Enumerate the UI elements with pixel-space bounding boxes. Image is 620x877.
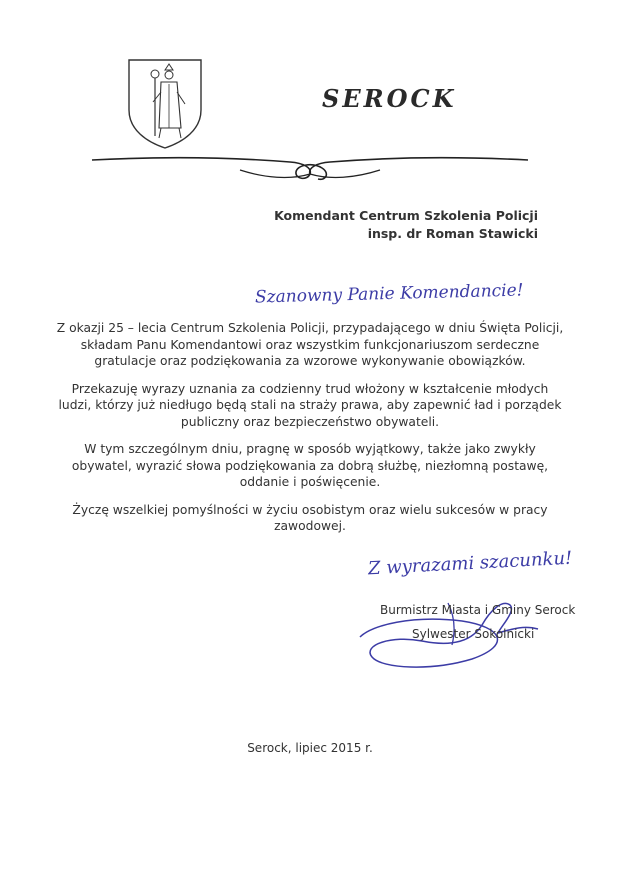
letter-body <box>54 320 566 546</box>
signatory-block <box>380 598 575 646</box>
addressee-title: Komendant Centrum Szkolenia Policji <box>274 208 538 223</box>
letter-date: Serock, lipiec 2015 r. <box>247 741 373 755</box>
town-name: SEROCK <box>322 84 457 113</box>
body-paragraph: Z okazji 25 – lecia Centrum Szkolenia Policji, przypadającego w dniu Święta Policji, składam Panu Komendantowi oraz wszystkim funkcjonariuszom serdeczne gratulacje oraz podziękowania za wzorowe wykonywanie obowiązków. <box>56 321 564 368</box>
body-paragraph: W tym szczególnym dniu, pragnę w sposób wyjątkowy, także jako zwykły obywatel, wyrazić słowa podziękowania za dobrą służbę, niezłomną postawę, oddanie i poświęcenie. <box>71 442 549 489</box>
handwritten-greeting: Szanowny Panie Komendancie! <box>254 280 524 308</box>
handwritten-closing: Z wyrazami szacunku! <box>367 547 573 580</box>
body-paragraph: Życzę wszelkiej pomyślności w życiu osobistym oraz wielu sukcesów w pracy zawodowej. <box>72 502 548 533</box>
body-paragraph: Przekazuję wyrazy uznania za codzienny trud włożony w kształcenie młodych ludzi, którzy już niedługo będą stali na straży prawa, aby zapewnić ład i porządek publiczny oraz bezpieczeństwo obywateli. <box>58 381 562 429</box>
addressee-block <box>274 207 538 243</box>
signatory-name: Sylwester Sokolnicki <box>412 627 535 641</box>
coat-of-arms-icon <box>125 58 205 150</box>
signatory-title: Burmistrz Miasta i Gminy Serock <box>380 603 576 617</box>
flourish-divider-icon <box>90 150 530 184</box>
addressee-name: insp. dr Roman Stawicki <box>367 226 538 241</box>
